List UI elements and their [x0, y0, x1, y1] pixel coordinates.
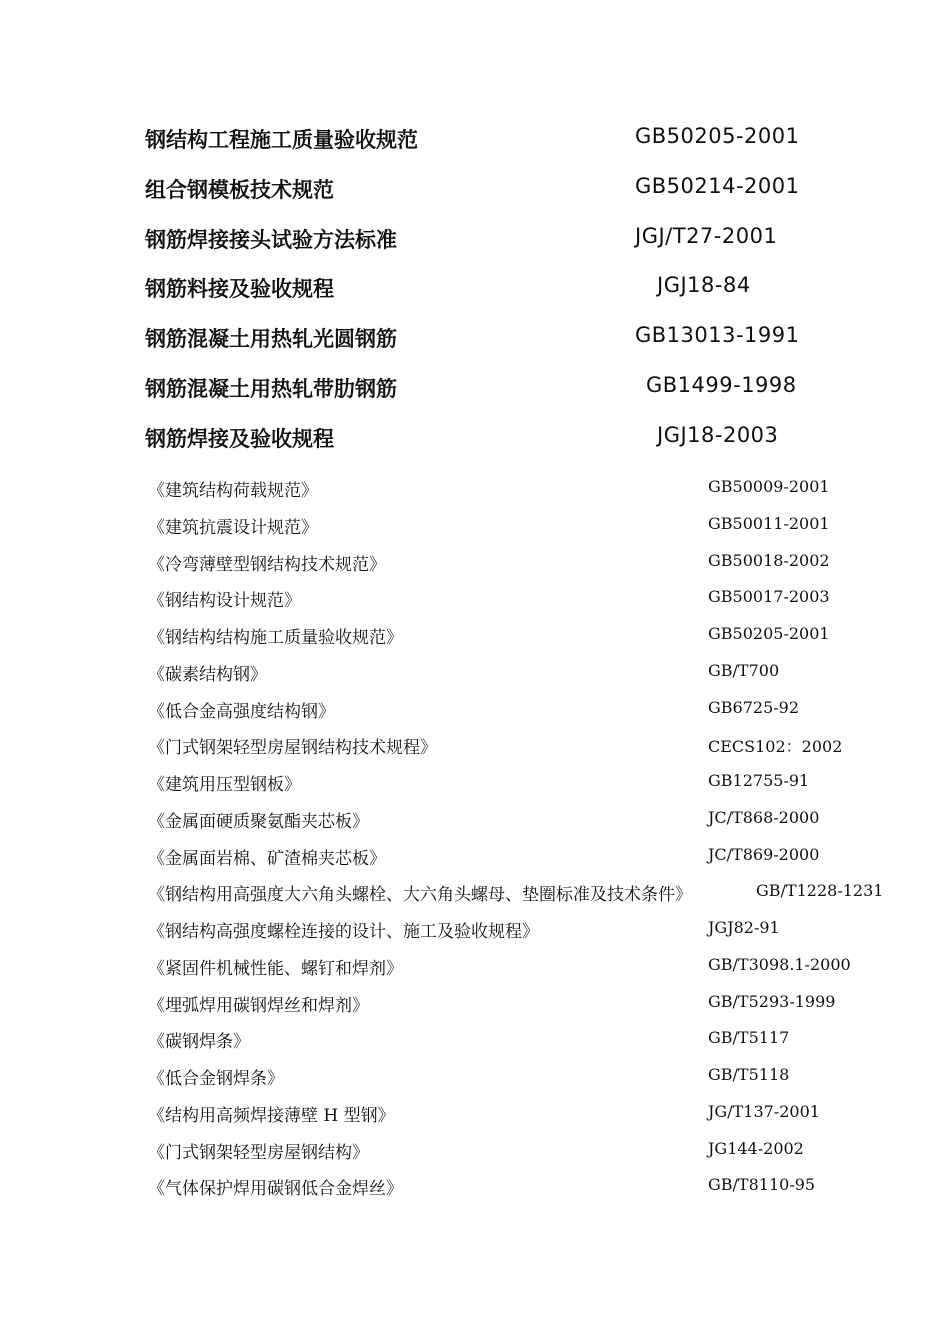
standard-code: GB/T5118	[708, 1065, 790, 1084]
standard-title: 组合钢模板技术规范	[145, 176, 334, 202]
standard-title: 《低合金钢焊条》	[148, 1069, 284, 1089]
standard-code: JG/T137-2001	[708, 1101, 820, 1121]
standard-code: JGJ18-84	[657, 273, 751, 298]
standard-code: GB6725-92	[708, 697, 800, 717]
standard-code: GB/T8110-95	[708, 1175, 816, 1195]
standard-code: JG144-2002	[708, 1138, 804, 1158]
list-item	[148, 654, 928, 691]
standard-title: 钢筋混凝土用热轧光圆钢筋	[145, 326, 397, 352]
standard-title: 《钢结构高强度螺栓连接的设计、施工及验收规程》	[148, 922, 539, 942]
standard-title: 《紧固件机械性能、螺钉和焊剂》	[148, 958, 403, 979]
list-item	[148, 874, 928, 911]
standard-title: 钢筋焊接接头试验方法标准	[145, 226, 397, 252]
standard-title: 《结构用高频焊接薄壁 H 型钢》	[148, 1105, 395, 1126]
standard-title: 《建筑结构荷载规范》	[148, 481, 318, 501]
list-item	[145, 365, 905, 415]
standard-code: GB/T5293-1999	[708, 991, 836, 1011]
list-item	[148, 838, 928, 875]
list-item	[148, 1168, 928, 1205]
list-item	[148, 1058, 928, 1095]
standard-code: GB50205-2001	[708, 624, 830, 643]
list-item	[145, 216, 905, 266]
primary-standards-list	[145, 116, 905, 465]
list-item	[148, 617, 928, 654]
standard-code: GB13013-1991	[635, 323, 800, 348]
standard-code: GB50009-2001	[708, 477, 830, 496]
standard-code: GB50018-2002	[708, 550, 830, 570]
standard-title: 钢筋焊接及验收规程	[145, 425, 334, 451]
standard-title: 钢筋混凝土用热轧带肋钢筋	[145, 375, 397, 401]
list-item	[148, 911, 928, 948]
standard-code: GB12755-91	[708, 771, 810, 790]
list-item	[145, 116, 905, 166]
list-item	[148, 544, 928, 581]
list-item	[148, 1021, 928, 1058]
standard-code: GB1499-1998	[646, 372, 797, 397]
standard-code: JGJ/T27-2001	[635, 223, 778, 248]
standard-code: GB50017-2003	[708, 587, 830, 607]
standard-code: GB50011-2001	[708, 513, 830, 533]
list-item	[145, 265, 905, 315]
standard-title: 《门式钢架轻型房屋钢结构技术规程》	[148, 738, 437, 759]
standard-title: 《碳素结构钢》	[148, 664, 267, 685]
standard-title: 《气体保护焊用碳钢低合金焊丝》	[148, 1179, 403, 1200]
standard-code: GB50214-2001	[635, 173, 800, 198]
standard-title: 钢结构工程施工质量验收规范	[145, 127, 418, 152]
list-item	[145, 415, 905, 465]
list-item	[148, 948, 928, 985]
list-item	[148, 691, 928, 728]
standard-code: GB50205-2001	[635, 124, 800, 148]
list-item	[145, 166, 905, 216]
list-item	[148, 985, 928, 1022]
standard-title: 《金属面硬质聚氨酯夹芯板》	[148, 811, 369, 832]
standard-code: JGJ18-2003	[657, 422, 779, 447]
standard-code: GB/T1228-1231	[756, 881, 884, 901]
list-item	[148, 470, 928, 507]
standard-title: 《冷弯薄壁型钢结构技术规范》	[148, 554, 386, 575]
standard-title: 《低合金高强度结构钢》	[148, 701, 335, 722]
standard-title: 《金属面岩棉、矿渣棉夹芯板》	[148, 848, 386, 869]
list-item	[148, 1095, 928, 1132]
standard-title: 《建筑抗震设计规范》	[148, 517, 318, 538]
list-item	[148, 580, 928, 617]
list-item	[148, 727, 928, 764]
standard-title: 《碳钢焊条》	[148, 1032, 250, 1053]
list-item	[148, 507, 928, 544]
standard-code: JC/T869-2000	[708, 844, 820, 864]
standard-title: 《建筑用压型钢板》	[148, 775, 301, 795]
list-item	[148, 801, 928, 838]
list-item	[148, 1132, 928, 1169]
standard-code: CECS102：2002	[708, 737, 843, 757]
standard-title: 《钢结构用高强度大六角头螺栓、大六角头螺母、垫圈标准及技术条件》	[148, 885, 692, 906]
standard-title: 钢筋料接及验收规程	[145, 276, 334, 302]
standard-title: 《钢结构设计规范》	[148, 591, 301, 612]
standard-code: JGJ82-91	[708, 918, 780, 937]
standard-title: 《钢结构结构施工质量验收规范》	[148, 628, 403, 648]
standard-title: 《门式钢架轻型房屋钢结构》	[148, 1142, 369, 1163]
standard-code: JC/T868-2000	[708, 807, 820, 827]
standard-code: GB/T5117	[708, 1028, 790, 1048]
standard-code: GB/T3098.1-2000	[708, 954, 851, 974]
list-item	[145, 315, 905, 365]
standard-title: 《埋弧焊用碳钢焊丝和焊剂》	[148, 995, 369, 1016]
list-item	[148, 764, 928, 801]
standard-code: GB/T700	[708, 660, 780, 680]
reference-standards-list	[148, 470, 928, 1205]
